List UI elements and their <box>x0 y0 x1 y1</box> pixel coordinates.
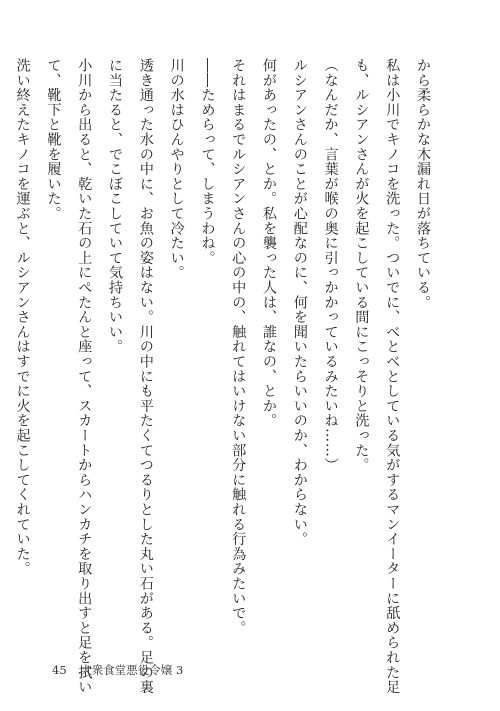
book-title: 大衆食堂悪役令嬢 3 <box>80 663 184 677</box>
text-line: から柔らかな木漏れ日が落ちている。 <box>415 58 431 310</box>
text-line: ――ためらって、しまうわね。 <box>199 58 216 266</box>
text-line: ルシアンさんのことが心配なのに、何を聞いたらいいのか、わからない。 <box>291 58 308 547</box>
text-line: に当たると、でこぼこしていて気持ちいい。 <box>107 58 124 354</box>
text-line <box>0 58 7 630</box>
text-line: 小川から出ると、乾いた石の上にぺたんと座って、スカートからハンカチを取り出すと足を拭い <box>76 58 93 695</box>
text-line: 透き通った水の中に、お魚の姿はない。川の中にも平たくてつるりとした丸い石がある。足の裏 <box>137 58 154 695</box>
text-line: も、ルシアンさんが火を起こしている間にこっそりと洗った。 <box>353 58 370 473</box>
text-line: て、靴下と靴を履いた。 <box>45 58 62 221</box>
text-line: 川の水はひんやりとして冷たい。 <box>168 58 185 280</box>
text-line: それはまるでルシアンさんの心の中の、触れてはいけない部分に触れる行為みたいで。 <box>230 58 247 636</box>
page-footer <box>52 662 183 678</box>
text-line: （なんだか、言葉が喉の奥に引っかかっているみたいね……） <box>322 58 339 473</box>
text-line: 何があったの、とか。私を襲った人は、誰なの、とか。 <box>261 58 278 428</box>
page-number: 45 <box>52 663 67 677</box>
text-line: 洗い終えたキノコを運ぶと、ルシアンさんはすでに火を起こしてくれていた。 <box>14 58 31 576</box>
text-line: 私は小川でキノコを洗った。ついでに、べとべとしている気がするマンイーターに舐められた足 <box>384 58 401 695</box>
